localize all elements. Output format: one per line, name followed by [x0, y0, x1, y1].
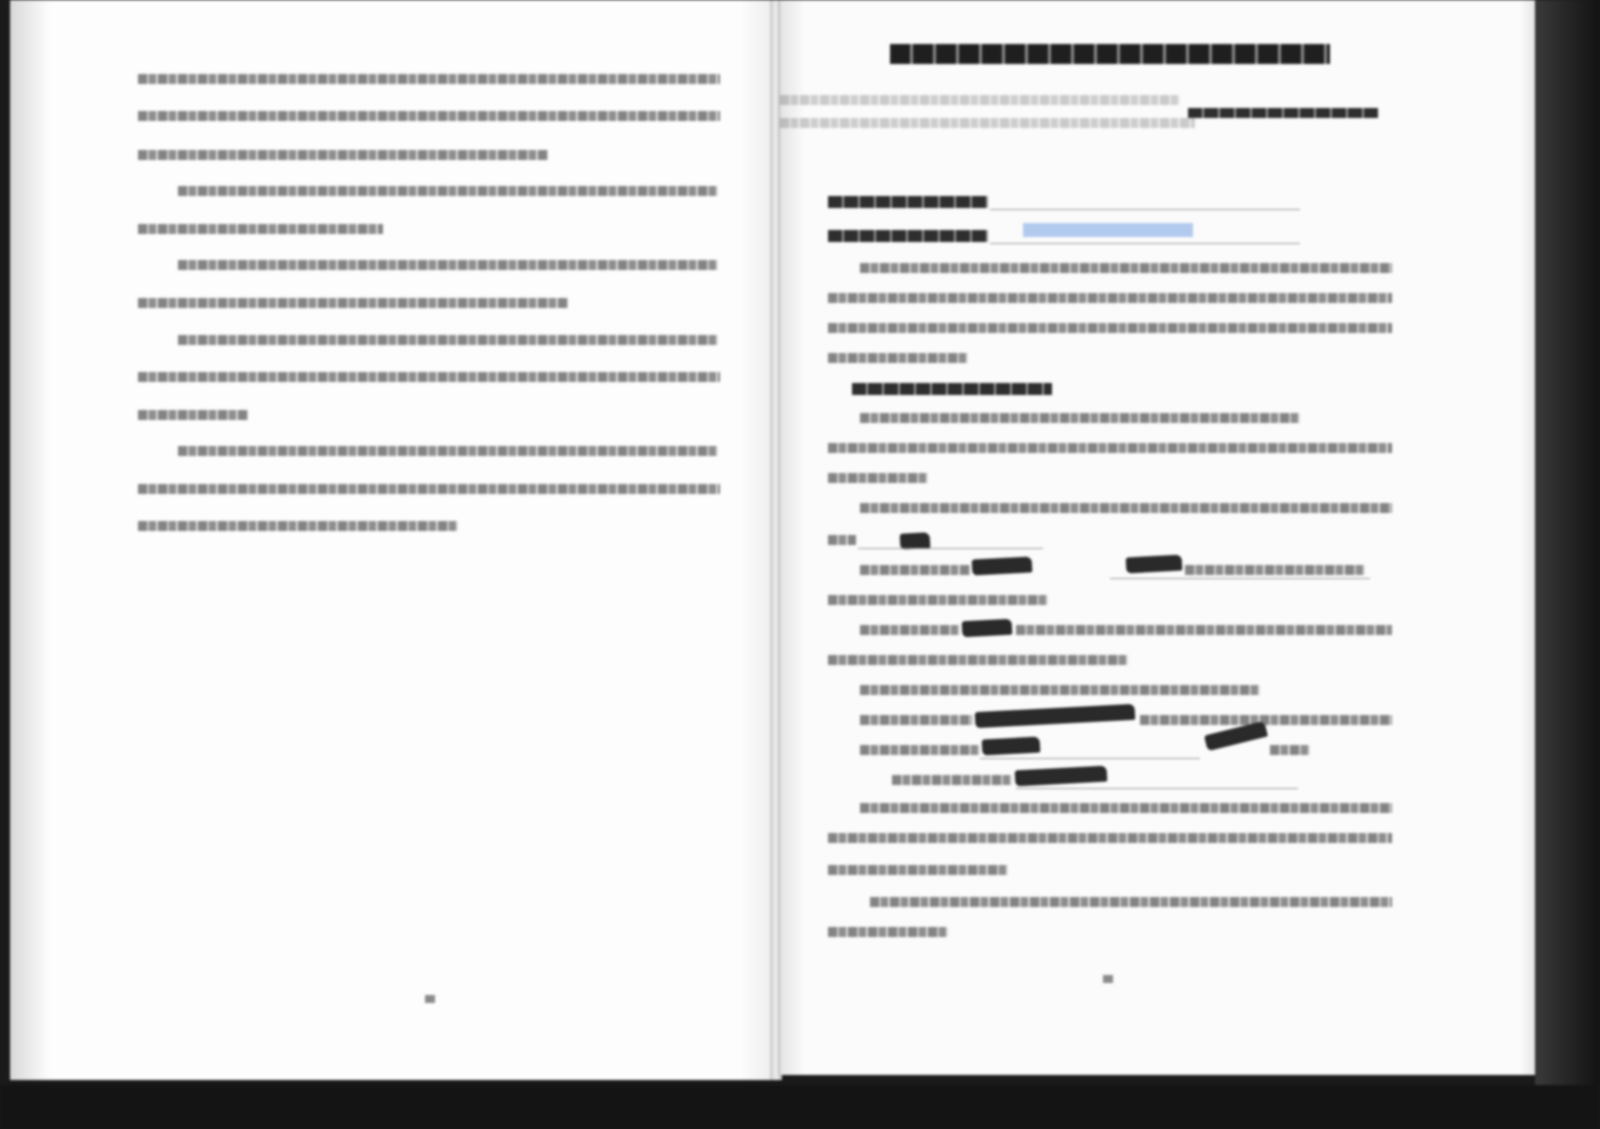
text-line — [828, 595, 1048, 605]
text-line — [860, 263, 1392, 273]
text-line — [828, 833, 1392, 843]
text-line — [860, 503, 1392, 513]
text-line — [178, 260, 718, 270]
text-line — [828, 927, 948, 937]
text-line — [178, 446, 718, 456]
text-line — [828, 323, 1392, 333]
fill-blank — [858, 548, 1043, 549]
text-line — [138, 111, 720, 121]
handwritten-entry — [975, 704, 1136, 728]
handwritten-signature — [1204, 721, 1268, 752]
text-line — [828, 865, 1008, 875]
text-line — [1140, 715, 1392, 725]
text-line — [828, 473, 928, 483]
text-line — [138, 298, 568, 308]
text-line — [178, 186, 718, 196]
text-line — [138, 410, 248, 420]
text-line — [860, 413, 1300, 423]
page-number — [1103, 975, 1113, 983]
fill-blank — [1110, 578, 1370, 579]
text-line — [138, 224, 383, 234]
text-line — [1185, 565, 1365, 575]
handwritten-entry — [1015, 766, 1108, 787]
text-line — [860, 715, 972, 725]
fill-blank — [980, 758, 1200, 759]
text-line — [860, 625, 960, 635]
text-line — [138, 150, 548, 160]
handwritten-entry — [982, 736, 1041, 755]
text-line — [1016, 625, 1392, 635]
text-line — [828, 443, 1392, 453]
faint-line — [780, 95, 1180, 105]
text-line — [860, 685, 1260, 695]
faint-line — [780, 118, 1195, 128]
text-line — [178, 335, 718, 345]
handwritten-entry — [1126, 555, 1183, 574]
scan-background-right — [1535, 0, 1600, 1129]
left-page — [10, 0, 775, 1080]
chapter-heading — [852, 383, 1052, 395]
text-line — [828, 293, 1392, 303]
text-line — [860, 565, 970, 575]
handwritten-entry — [962, 619, 1013, 638]
text-line — [870, 897, 1392, 907]
fill-blank — [1016, 788, 1298, 789]
party-a-label — [828, 196, 988, 208]
handwritten-entry — [972, 556, 1033, 575]
party-a-blank — [990, 209, 1300, 210]
contract-title — [890, 44, 1330, 64]
text-line — [828, 353, 968, 363]
party-b-highlight — [1023, 223, 1193, 237]
text-line — [1270, 745, 1310, 755]
text-line — [828, 535, 856, 545]
right-page — [780, 0, 1535, 1075]
party-b-blank — [990, 243, 1300, 244]
text-line — [138, 372, 720, 382]
scan-background-bottom — [0, 1085, 1600, 1129]
text-line — [860, 745, 980, 755]
party-b-label — [828, 230, 988, 242]
page-number — [425, 995, 435, 1003]
contract-number-label — [1188, 108, 1378, 118]
text-line — [892, 775, 1012, 785]
text-line — [138, 74, 720, 84]
text-line — [138, 484, 720, 494]
text-line — [138, 521, 458, 531]
text-line — [828, 655, 1128, 665]
text-line — [860, 803, 1392, 813]
